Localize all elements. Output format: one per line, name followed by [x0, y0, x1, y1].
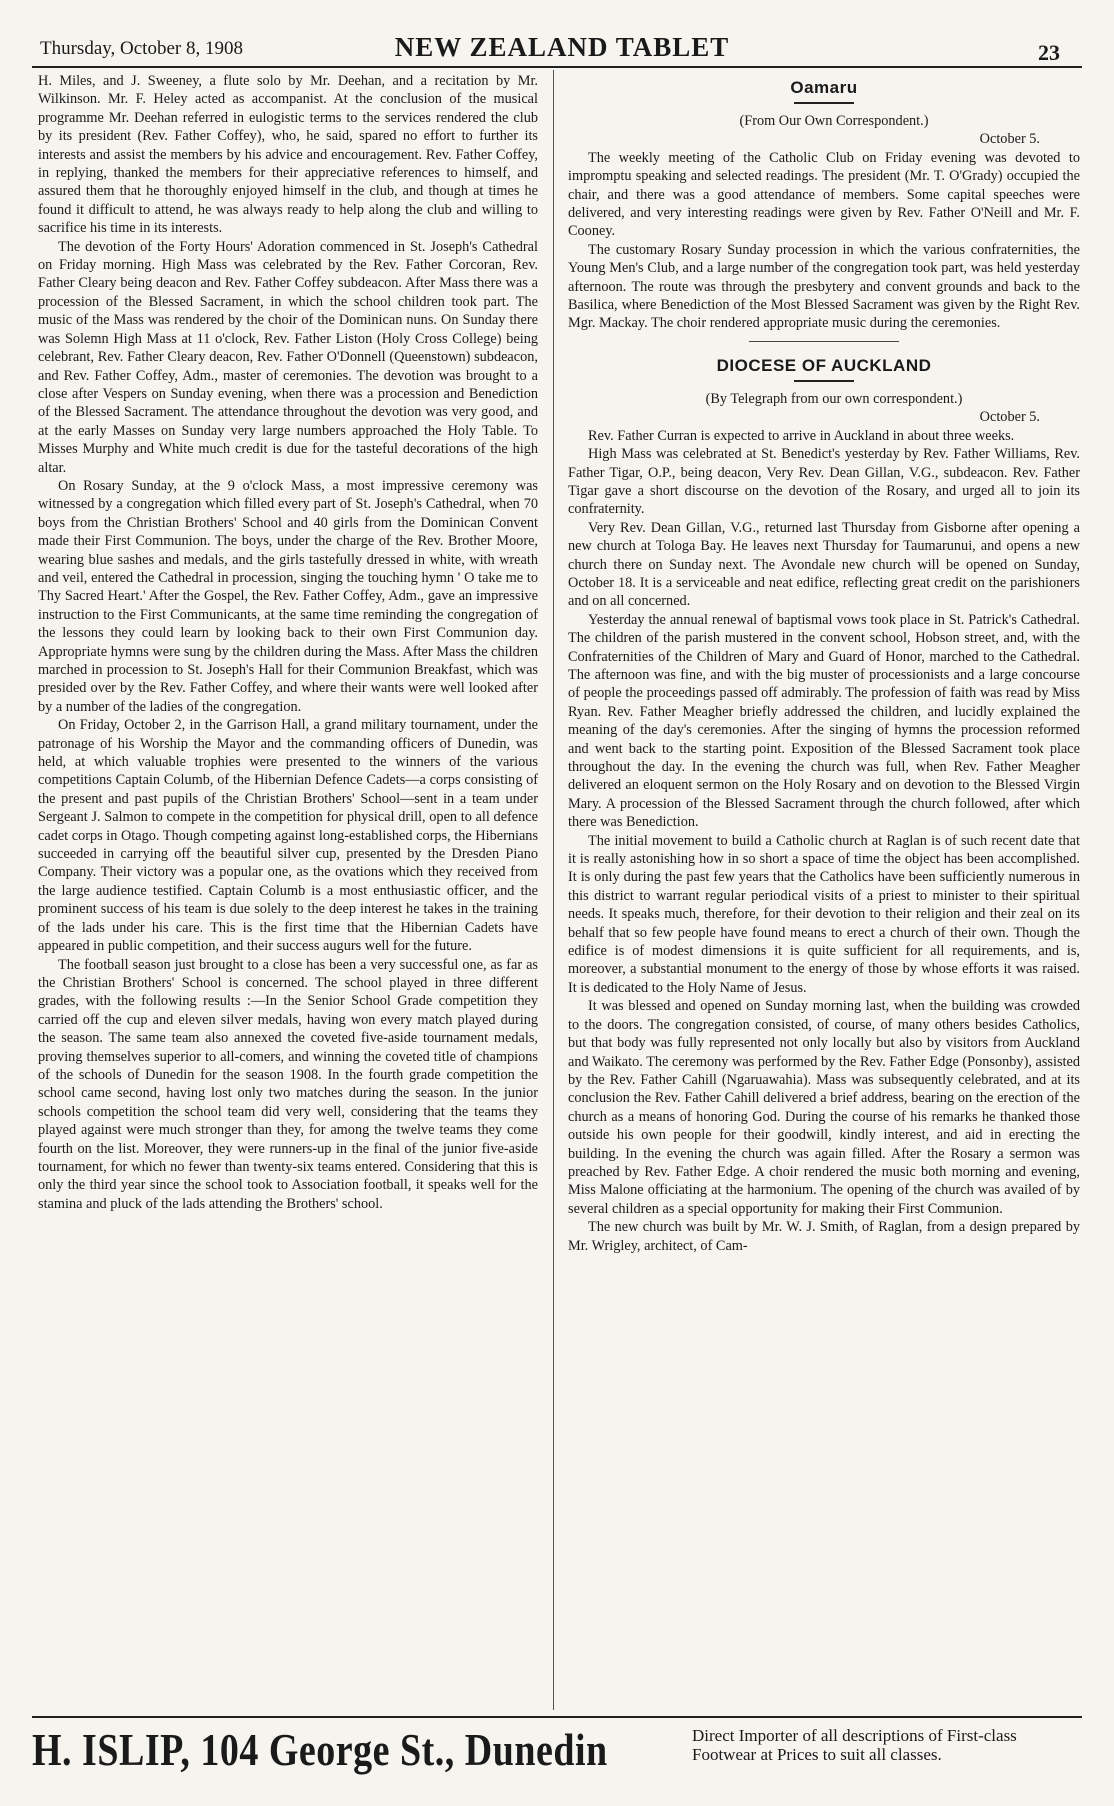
auckland-dateline: October 5.	[979, 409, 1040, 426]
masthead-title: NEW ZEALAND TABLET	[394, 32, 730, 62]
oamaru-byline: (From Our Own Correspondent.)	[739, 113, 929, 129]
article-paragraph: Yesterday the annual renewal of baptismal vows took place in St. Patrick's Cathedral. The children of the parish mustered in the convent school, Hobson street, and, with the Confraternities of the Children of Mary and Guard of Honor, marched to the Cathedral. The afternoon was fine, and with the big muster of processionists and a large concourse of people the proceedings passed off admirably. The profession of faith was read by Miss Ryan. Rev. Father Meagher briefly addressed the children, and lucidly explained the meaning of the day's ceremonies. After the singing of hymns the procession reformed and went back to the starting point. Exposition of the Blessed Sacrament took place throughout the day. In the evening the church was full, when Rev. Father Meagher delivered an eloquent sermon on the Holy Rosary and on devotion to the Blessed Virgin Mary. A procession of the Blessed Sacrament through the church followed, after which there was Benediction.	[568, 611, 1080, 831]
heading-rule	[794, 380, 854, 382]
article-paragraph: The initial movement to build a Catholic church at Raglan is of such recent date that it is really astonishing how in so short a space of time the object has been accomplished. It is only during the past few years that the Catholics have been sufficiently numerous in this district to warrant regular periodical visits of a priest to minister to their spiritual needs. It speaks much, therefore, for their devotion to their religion and their zeal on its behalf that so few people have found means to erect a church of their own. Though the edifice is of modest dimensions it is quite sufficient for all requirements, and is, moreover, a substantial monument to the energy of those by whose efforts it was raised. It is dedicated to the Holy Name of Jesus.	[568, 832, 1080, 996]
section-rule	[749, 341, 899, 342]
advert-tagline-line: Direct Importer of all descriptions of First-class	[692, 1726, 1017, 1745]
article-paragraph: On Rosary Sunday, at the 9 o'clock Mass, a most impressive ceremony was witnessed by a congregation which filled every part of St. Joseph's Cathedral, when 70 boys from the Christian Brothers' School and 40 girls from the Dominican Convent made their First Communion. The boys, under the charge of the Rev. Brother Moore, wearing blue sashes and medals, and the girls tastefully dressed in white, with wreath and veil, entered the Cathedral in procession, singing the touching hymn ' O take me to Thy Sacred Heart.' After the Gospel, the Rev. Father Coffey, Adm., gave an impressive instruction to the First Communicants, at the same time reminding the congregation of the lessons they could learn by looking back to their own First Communion day. Appropriate hymns were sung by the children during the Mass. After Mass the children marched in procession to St. Joseph's Hall for their Communion Breakfast, which was presided over by the Rev. Father Coffey, and where their wants were well looked after by a number of the ladies of the congregation.	[38, 477, 538, 715]
article-paragraph: The new church was built by Mr. W. J. Smith, of Raglan, from a design prepared by Mr. Wrigley, architect, of Cam-	[568, 1219, 1080, 1254]
column-divider	[553, 70, 554, 1710]
auckland-heading: DIOCESE OF AUCKLAND	[716, 355, 932, 375]
advert-tagline-line: Footwear at Prices to suit all classes.	[692, 1745, 942, 1764]
heading-rule	[794, 102, 854, 104]
article-paragraph: H. Miles, and J. Sweeney, a flute solo by Mr. Deehan, and a recitation by Mr. Wilkinson. Mr. F. Heley acted as accompanist. At the conclusion of the musical programme Mr. Deehan referred in eulogistic terms to the services rendered the club by its president (Rev. Father Coffey), who, he said, spared no effort to further its interests and assist the members by his advice and encouragement. Rev. Father Coffey, in replying, thanked the members for their appreciative references to himself, and assured them that he thoroughly enjoyed himself in the club, and though at times he found it difficult to attend, he was always ready to help along the club and willing to sacrifice his time in its interests.	[38, 73, 538, 237]
article-paragraph: Rev. Father Curran is expected to arrive in Auckland in about three weeks.	[588, 427, 1015, 444]
page-header	[32, 30, 1082, 68]
article-paragraph: The football season just brought to a close has been a very successful one, as far as the Christian Brothers' School is concerned. The school played in three different grades, with the following results :—In the Senior School Grade competition they carried off the cup and eleven silver medals, having won every match played during the season. The same team also annexed the coveted five-aside tournament medals, proving themselves superior to all-comers, and winning the coveted title of champions of the schools of Dunedin for the season 1908. In the fourth grade competition the school came second, having lost only two matches during the season. In the junior schools competition the school team did very well, considering that the teams they played against were much stronger than they, for among the twelve teams they come fourth on the list. Moreover, they were runners-up in the final of the junior five-aside tournament, for which no fewer than twenty-six teams entered. Considering that this is only the third year since the school took to Association football, it speaks well for the stamina and pluck of the lads attending the Brothers' school.	[38, 956, 538, 1212]
article-paragraph: Very Rev. Dean Gillan, V.G., returned last Thursday from Gisborne after opening a new church at Tologa Bay. He leaves next Thursday for Taumarunui, and opens a new church there on Sunday next. The Avondale new church will be opened on Sunday, October 18. It is a serviceable and neat edifice, reflecting great credit on the parishioners and on all concerned.	[568, 519, 1080, 610]
advert-tagline	[692, 1726, 1082, 1764]
right-column	[568, 72, 1080, 1707]
article-paragraph: The weekly meeting of the Catholic Club on Friday evening was devoted to impromptu speaking and selected readings. The president (Mr. T. O'Grady) occupied the chair, and there was a good attendance of members. Some capital speeches were delivered, and very interesting readings were given by Rev. Father O'Neill and Mr. F. Cooney.	[568, 149, 1080, 240]
article-paragraph: The devotion of the Forty Hours' Adoration commenced in St. Joseph's Cathedral on Friday morning. High Mass was celebrated by the Rev. Father Corcoran, Rev. Father Cleary being deacon and Rev. Father Coffey subdeacon. After Mass there was a procession of the Blessed Sacrament, in which the school children took part. The music of the Mass was rendered by the choir of the Dominican nuns. On Sunday there was Solemn High Mass at 11 o'clock, Rev. Father Liston (Holy Cross College) being celebrant, Rev. Father Cleary deacon, Rev. Father O'Donnell (Queenstown) subdeacon, and Rev. Father Coffey, Adm., master of ceremonies. The devotion was brought to a close after Vespers on Sunday evening, when there was a procession and Benediction of the Blessed Sacrament. The attendance throughout the devotion was very good, and at the early Masses on Sunday very large numbers approached the Holy Table. To Misses Murphy and White much credit is due for the tasteful decorations of the high altar.	[38, 238, 538, 476]
issue-date: Thursday, October 8, 1908	[40, 38, 243, 59]
oamaru-heading: Oamaru	[790, 78, 858, 97]
left-column	[38, 72, 538, 1707]
advert-headline: H. ISLIP, 104 George St., Dunedin	[32, 1725, 608, 1776]
auckland-byline: (By Telegraph from our own correspondent.)	[705, 390, 963, 407]
article-paragraph: On Friday, October 2, in the Garrison Hall, a grand military tournament, under the patronage of his Worship the Mayor and the commanding officers of Dunedin, was held, at which valuable trophies were presented to the winners of the various competitions Captain Columb, of the Hibernian Defence Cadets—a corps consisting of the present and past pupils of the Christian Brothers' School—sent in a team under Sergeant J. Salmon to compete in the competition for physical drill, open to all defence cadet corps in Otago. Though competing against long-established corps, the Hibernians succeeded in carrying off the beautiful silver cup, presented by the Dresden Piano Company. Their victory was a popular one, as the ovations which they received from the large audience testified. Captain Columb is a most enthusiastic officer, and the prominent success of his team is due solely to the deep interest he takes in the training of the lads under his care. This is the first time that the Hibernian Cadets have appeared in public competition, and their success augurs well for the future.	[38, 717, 538, 955]
oamaru-dateline: October 5.	[979, 131, 1040, 148]
article-paragraph: It was blessed and opened on Sunday morning last, when the building was crowded to the doors. The congregation consisted, of course, of many others besides Catholics, but that body was fully represented not only locally but also by visitors from Auckland and Waikato. The ceremony was performed by the Rev. Father Edge (Ponsonby), assisted by the Rev. Father Cahill (Ngaruawahia). Mass was subsequently celebrated, and at its conclusion the Rev. Father Cahill delivered a brief address, bearing on the erection of the church as a means of honoring God. During the course of his remarks he thanked those outside his own people for their goodwill, kindly interest, and aid in erecting the building. In the evening the church was again filled. After the Rosary a sermon was preached by Rev. Father Edge. A choir rendered the music both morning and evening, Miss Malone officiating at the harmonium. The opening of the church was availed of by several children as a special opportunity for making their First Communion.	[568, 998, 1080, 1217]
page-number: 23	[1038, 40, 1060, 65]
article-paragraph: High Mass was celebrated at St. Benedict's yesterday by Rev. Father Williams, Rev. Father Tigar, O.P., being deacon, Very Rev. Dean Gillan, V.G., subdeacon. Rev. Father Tigar gave a short discourse on the devotion of the Rosary, and urged all to join its confraternity.	[568, 446, 1080, 518]
article-paragraph: The customary Rosary Sunday procession in which the various confraternities, the Young Men's Club, and a large number of the congregation took part, was held yesterday afternoon. The route was through the presbytery and convent grounds and back to the Basilica, where Benediction of the Most Blessed Sacrament was given by the Right Rev. Mgr. Mackay. The choir rendered appropriate music during the ceremonies.	[568, 241, 1080, 332]
advertisement-footer	[32, 1716, 1082, 1778]
